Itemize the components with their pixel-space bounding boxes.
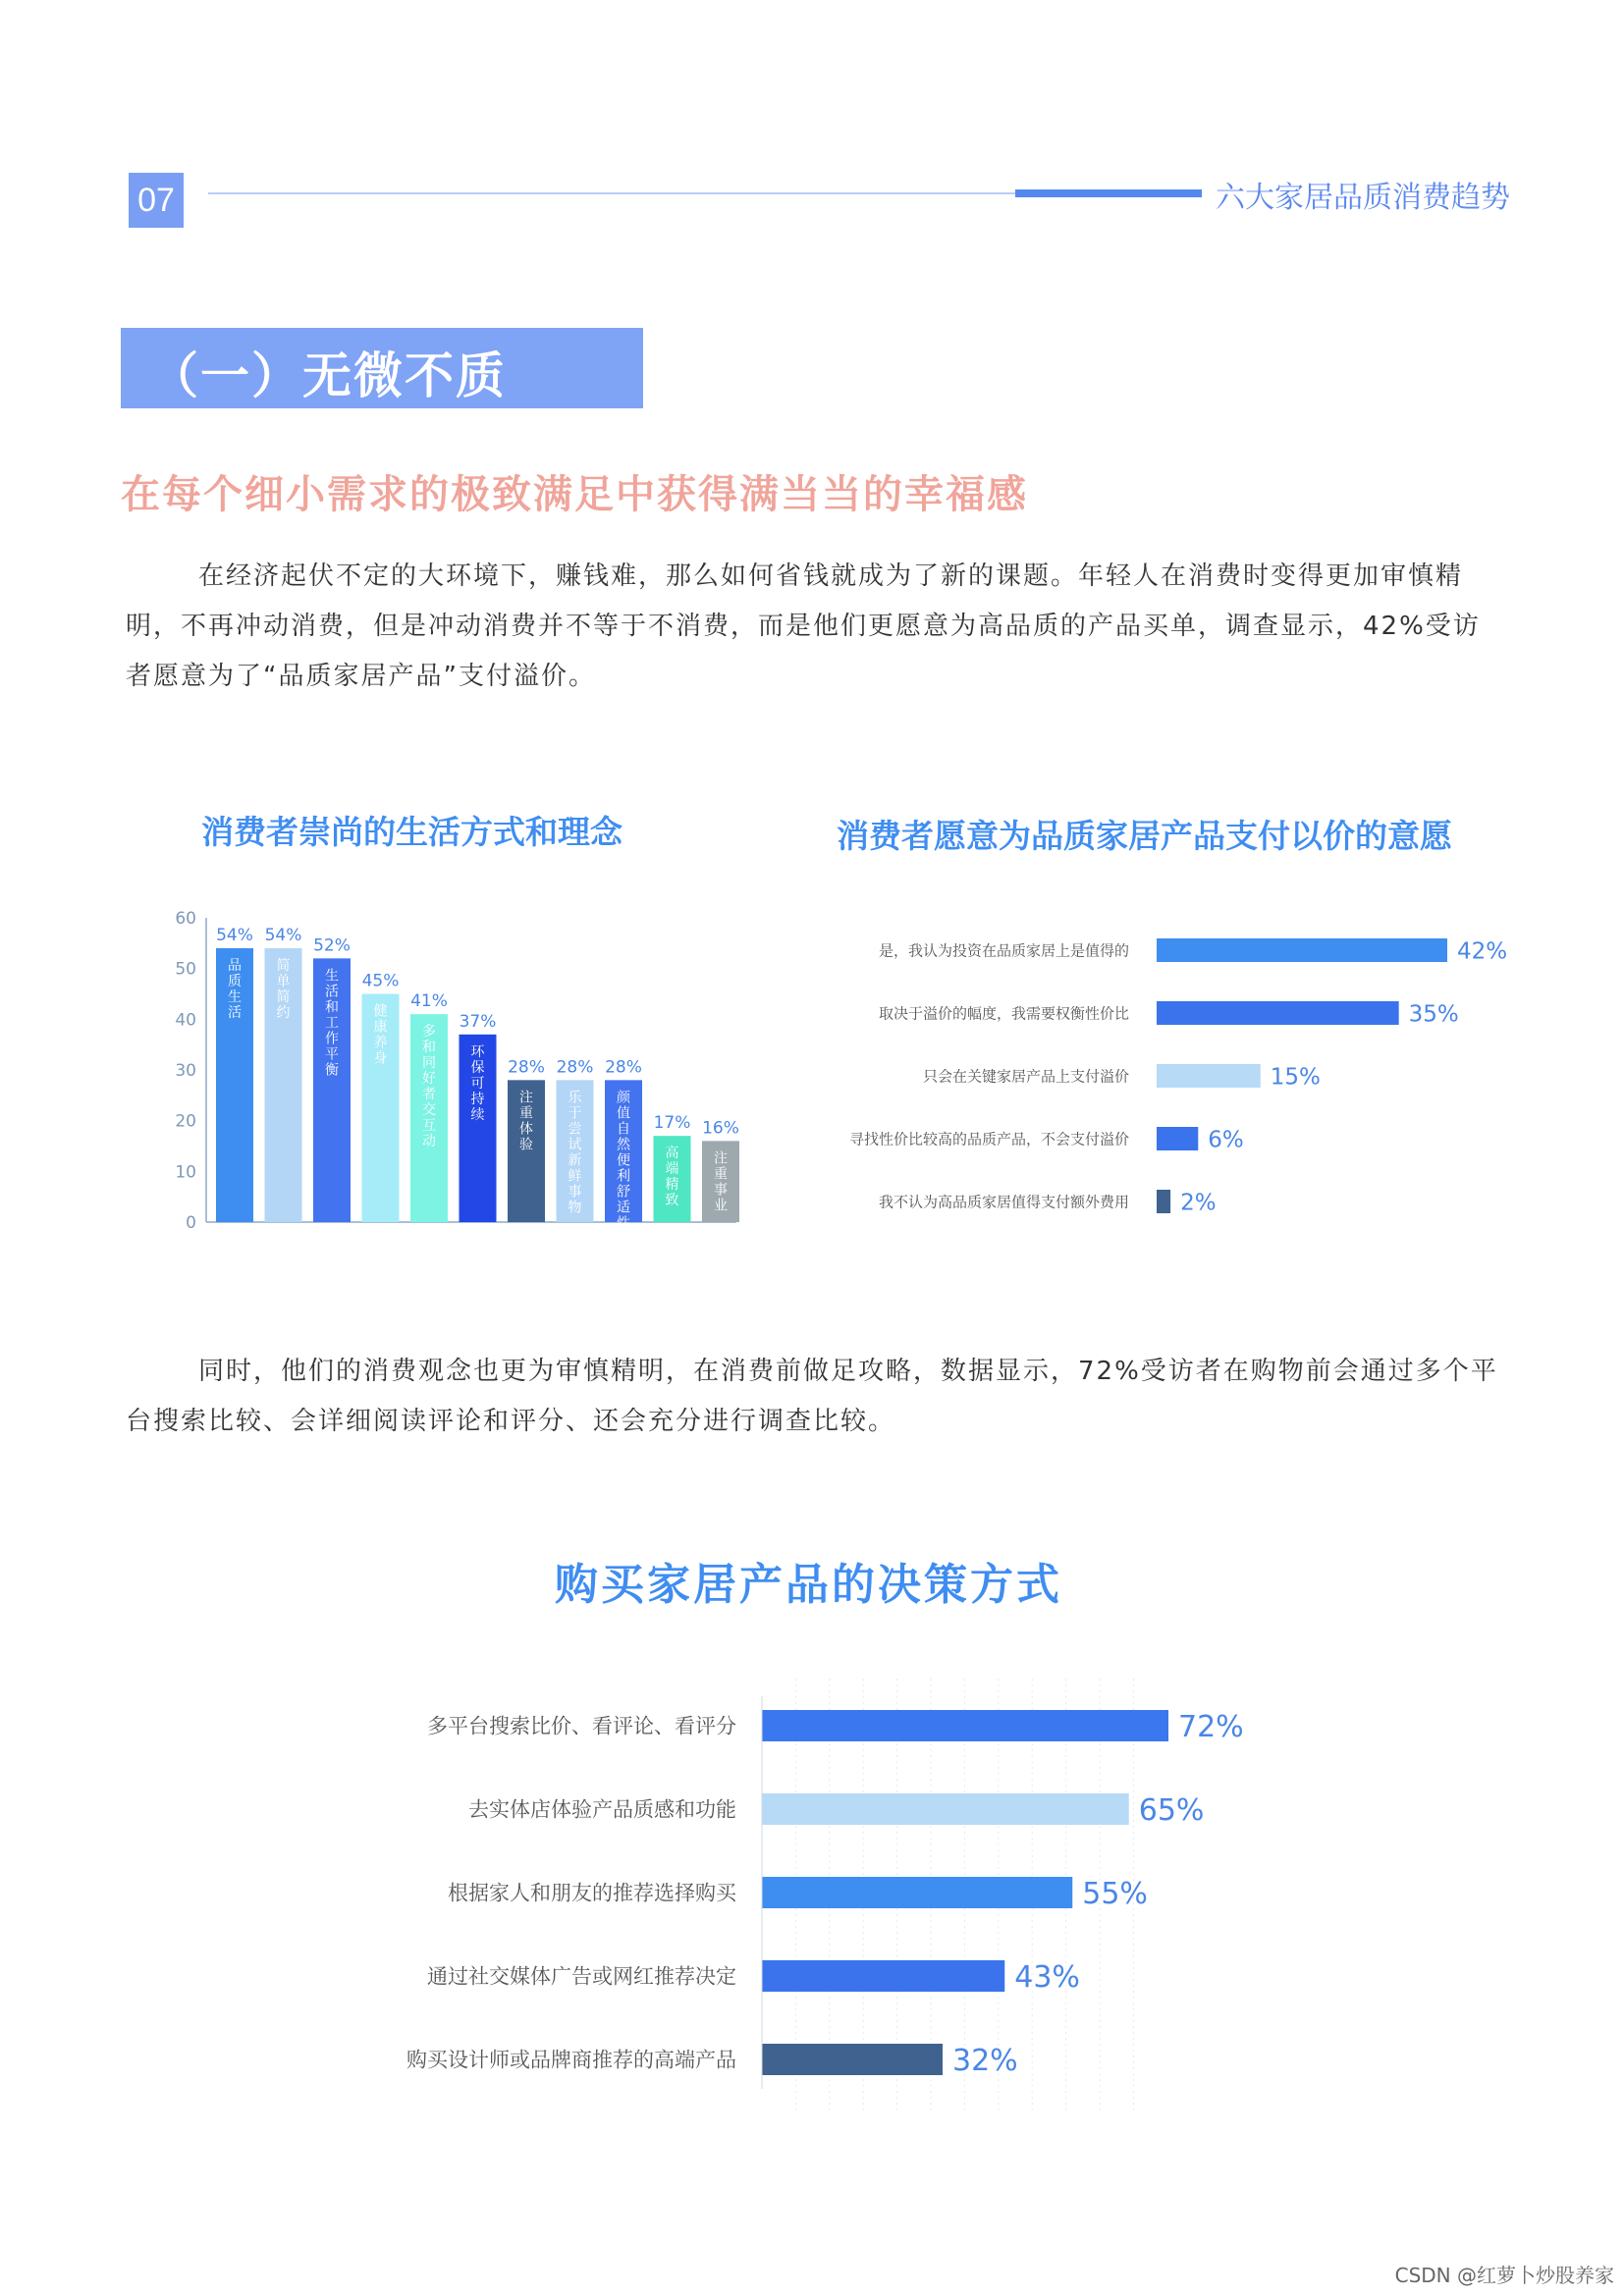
y-tick-label: 60 bbox=[175, 909, 196, 929]
bar-category-label: 高端精致 bbox=[665, 1146, 679, 1209]
chart-decision-method bbox=[373, 1669, 1316, 2120]
bar bbox=[762, 2044, 943, 2075]
chart-premium-willingness bbox=[815, 913, 1522, 1227]
category-label: 购买设计师或品牌商推荐的高端产品 bbox=[406, 2048, 736, 2072]
bar-value-label: 37% bbox=[459, 1011, 497, 1032]
bar-value-label: 28% bbox=[605, 1057, 642, 1078]
bar bbox=[762, 1710, 1168, 1741]
bar bbox=[1157, 938, 1447, 962]
category-label: 是，我认为投资在品质家居上是值得的 bbox=[878, 941, 1129, 960]
bar-value-label: 43% bbox=[1014, 1959, 1080, 1995]
bar-value-label: 28% bbox=[508, 1057, 545, 1078]
bar-category-label: 环保可持续 bbox=[470, 1043, 485, 1123]
bar bbox=[762, 1793, 1129, 1825]
bar-value-label: 2% bbox=[1180, 1190, 1217, 1216]
category-label: 寻找性价比较高的品质产品，不会支付溢价 bbox=[848, 1130, 1129, 1148]
bar bbox=[1157, 1127, 1198, 1150]
bar-value-label: 54% bbox=[216, 926, 253, 945]
y-tick-label: 40 bbox=[175, 1010, 196, 1031]
bar-value-label: 17% bbox=[653, 1113, 691, 1134]
bar bbox=[762, 1960, 1004, 1992]
bar-value-label: 15% bbox=[1270, 1064, 1321, 1091]
y-tick-label: 10 bbox=[175, 1162, 196, 1183]
header-accent-bar bbox=[1015, 189, 1202, 197]
bar-category-label: 注重事业 bbox=[714, 1150, 728, 1214]
y-tick-label: 20 bbox=[175, 1111, 196, 1132]
chart-decision-title: 购买家居产品的决策方式 bbox=[555, 1560, 1062, 1610]
bar-value-label: 52% bbox=[313, 935, 351, 956]
section-title: （一）无微不质 bbox=[149, 347, 507, 404]
bar bbox=[1157, 1001, 1399, 1025]
bar-category-label: 注重体验 bbox=[519, 1090, 533, 1153]
chart-lifestyle-title: 消费者崇尚的生活方式和理念 bbox=[201, 813, 623, 851]
bar-category-label: 健康养身 bbox=[373, 1003, 388, 1067]
paragraph-research: 同时，他们的消费观念也更为审慎精明，在消费前做足攻略，数据显示，72%受访者在购物前会通过多个平台搜索比较、会详细阅读评论和评分、还会充分进行调查比较。 bbox=[126, 1357, 1498, 1436]
category-label: 去实体店体验产品质感和功能 bbox=[468, 1797, 736, 1822]
y-tick-label: 50 bbox=[175, 959, 196, 980]
chart-lifestyle bbox=[167, 908, 746, 1242]
bar-value-label: 6% bbox=[1208, 1127, 1244, 1153]
bar-category-label: 颜值自然便利舒适性 bbox=[617, 1090, 630, 1232]
category-label: 取决于溢价的幅度，我需要权衡性价比 bbox=[878, 1004, 1129, 1023]
bar-value-label: 28% bbox=[556, 1057, 594, 1078]
bar bbox=[762, 1877, 1072, 1908]
page-number: 07 bbox=[129, 173, 184, 228]
bar-value-label: 45% bbox=[361, 971, 400, 991]
bar-category-label: 多和同好者交互动 bbox=[422, 1024, 436, 1150]
bar-value-label: 16% bbox=[702, 1118, 739, 1139]
bar-category-label: 乐于尝试新鲜事物 bbox=[568, 1090, 582, 1216]
header-title: 六大家居品质消费趋势 bbox=[1216, 181, 1510, 215]
bar-value-label: 41% bbox=[410, 991, 448, 1012]
bar-value-label: 54% bbox=[264, 926, 302, 945]
chart-premium-willingness-title: 消费者愿意为品质家居产品支付以价的意愿 bbox=[837, 817, 1452, 855]
bar-value-label: 32% bbox=[952, 2043, 1018, 2078]
category-label: 多平台搜索比价、看评论、看评分 bbox=[427, 1714, 736, 1738]
paragraph-intro: 在经济起伏不定的大环境下，赚钱难，那么如何省钱就成为了新的课题。年轻人在消费时变得更加审慎精明，不再冲动消费，但是冲动消费并不等于不消费，而是他们更愿意为高品质的产品买单，调查显示，42%受访者愿意为了“品质家居产品”支付溢价。 bbox=[126, 561, 1481, 691]
bar-category-label: 品质生活 bbox=[228, 958, 242, 1021]
bar-category-label: 简单简约 bbox=[276, 958, 291, 1021]
bar bbox=[1157, 1190, 1170, 1213]
bar-value-label: 42% bbox=[1457, 938, 1508, 965]
y-tick-label: 30 bbox=[175, 1061, 196, 1081]
bar-category-label: 生活和工作平衡 bbox=[325, 968, 339, 1079]
category-label: 只会在关键家居产品上支付溢价 bbox=[922, 1067, 1129, 1086]
bar-value-label: 35% bbox=[1408, 1001, 1459, 1028]
category-label: 我不认为高品质家居值得支付额外费用 bbox=[878, 1193, 1129, 1211]
footer-watermark: CSDN @红萝卜炒股养家 bbox=[1394, 2264, 1614, 2287]
bar-value-label: 65% bbox=[1138, 1792, 1205, 1828]
bar bbox=[1157, 1064, 1261, 1088]
section-subtitle: 在每个细小需求的极致满足中获得满当当的幸福感 bbox=[121, 472, 1028, 517]
category-label: 根据家人和朋友的推荐选择购买 bbox=[448, 1881, 736, 1905]
bar-value-label: 55% bbox=[1082, 1876, 1148, 1911]
category-label: 通过社交媒体广告或网红推荐决定 bbox=[427, 1964, 736, 1989]
y-tick-label: 0 bbox=[186, 1213, 196, 1233]
bar-value-label: 72% bbox=[1178, 1709, 1244, 1744]
